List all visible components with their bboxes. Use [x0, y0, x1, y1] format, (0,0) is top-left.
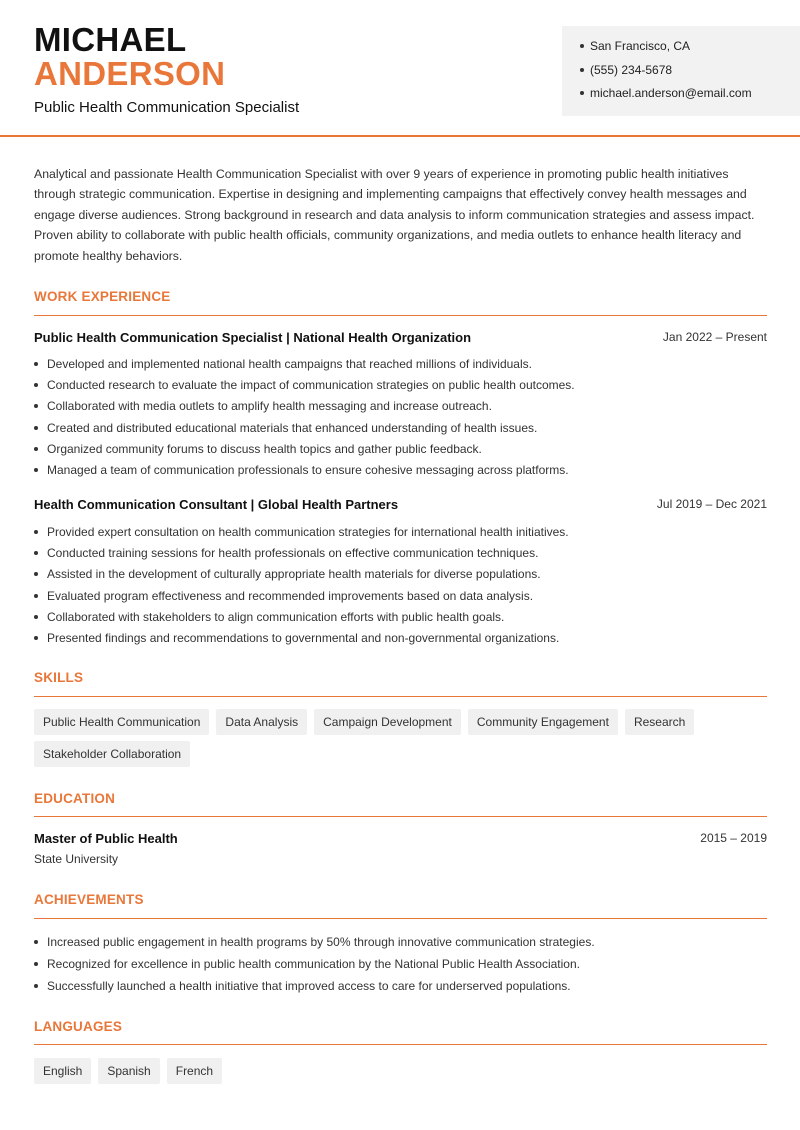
- languages-list: [34, 1058, 767, 1090]
- skill-tag: Community Engagement: [468, 709, 618, 735]
- bullet-icon: [34, 383, 38, 387]
- bullet-icon: [34, 447, 38, 451]
- skill-tag: Public Health Communication: [34, 709, 209, 735]
- list-item: [34, 420, 767, 441]
- list-item: [34, 956, 767, 978]
- bullet-icon: [34, 426, 38, 430]
- bullet-icon: [34, 468, 38, 472]
- list-item: [34, 524, 767, 545]
- education-header: [34, 831, 767, 846]
- bullet-icon: [34, 636, 38, 640]
- section-title-education: EDUCATION: [34, 791, 116, 806]
- list-item: [34, 934, 767, 956]
- bullet-text: Created and distributed educational materials that enhanced understanding of health issues.: [47, 420, 538, 435]
- bullet-text: Recognized for excellence in public health communication by the National Public Health Association.: [47, 957, 580, 971]
- job-responsibilities: [34, 524, 767, 651]
- list-item: [34, 462, 767, 483]
- contact-info: [562, 26, 800, 116]
- job-header: [34, 497, 767, 512]
- list-item: [34, 630, 767, 651]
- degree-name: Master of Public Health: [34, 831, 178, 846]
- email-text: michael.anderson@email.com: [590, 86, 752, 100]
- bullet-icon: [34, 962, 38, 966]
- bullet-icon: [34, 530, 38, 534]
- resume-header: [0, 0, 800, 137]
- bullet-icon: [34, 594, 38, 598]
- skill-tag: Campaign Development: [314, 709, 461, 735]
- bullet-icon: [34, 404, 38, 408]
- bullet-text: Collaborated with stakeholders to align communication efforts with public health goals.: [47, 609, 505, 624]
- job-dates: Jul 2019 – Dec 2021: [656, 497, 767, 511]
- bullet-text: Developed and implemented national health campaigns that reached millions of individuals.: [47, 357, 532, 371]
- job-header: [34, 330, 767, 345]
- list-item: [34, 398, 767, 419]
- contact-phone: [580, 61, 800, 85]
- bullet-icon: [34, 940, 38, 944]
- skill-tag: Research: [625, 709, 694, 735]
- location-text: San Francisco, CA: [590, 39, 691, 53]
- contact-location: [580, 37, 800, 61]
- section-divider: [34, 816, 767, 817]
- list-item: [34, 588, 767, 609]
- bullet-text: Collaborated with media outlets to amplify health messaging and increase outreach.: [47, 399, 492, 414]
- bullet-text: Assisted in the development of culturally appropriate health materials for diverse populations.: [47, 567, 541, 582]
- section-divider: [34, 918, 767, 919]
- first-name: MICHAEL: [34, 21, 187, 58]
- bullet-icon: [34, 615, 38, 619]
- language-tag: English: [34, 1058, 91, 1084]
- professional-title: Public Health Communication Specialist: [34, 99, 300, 116]
- bullet-text: Evaluated program effectiveness and recommended improvements based on data analysis.: [47, 588, 534, 603]
- bullet-text: Presented findings and recommendations to governmental and non-governmental organizations.: [47, 630, 560, 645]
- bullet-text: Successfully launched a health initiative that improved access to care for underserved populations.: [47, 979, 571, 993]
- list-item: [34, 377, 767, 398]
- skills-list: [34, 709, 767, 773]
- job-responsibilities: [34, 356, 767, 483]
- section-title-languages: LANGUAGES: [34, 1019, 123, 1034]
- section-title-work-experience: WORK EXPERIENCE: [34, 289, 171, 304]
- phone-text: (555) 234-5678: [590, 62, 673, 77]
- bullet-text: Organized community forums to discuss health topics and gather public feedback.: [47, 441, 482, 456]
- bullet-text: Managed a team of communication professionals to ensure cohesive messaging across platforms.: [47, 462, 569, 477]
- section-divider: [34, 1044, 767, 1045]
- bullet-text: Provided expert consultation on health communication strategies for international health initiatives.: [47, 525, 569, 539]
- achievements-list: [34, 934, 767, 1000]
- skill-tag: Data Analysis: [216, 709, 307, 735]
- bullet-text: Conducted research to evaluate the impact of communication strategies on public health outcomes.: [47, 378, 575, 393]
- language-tag: Spanish: [98, 1058, 159, 1084]
- list-item: [34, 441, 767, 462]
- job-title: Public Health Communication Specialist | National Health Organization: [34, 330, 472, 345]
- school-name: State University: [34, 852, 119, 866]
- job-dates: Jan 2022 – Present: [662, 330, 767, 344]
- education-dates: 2015 – 2019: [700, 831, 767, 845]
- bullet-icon: [34, 551, 38, 555]
- section-title-skills: SKILLS: [34, 670, 84, 685]
- skill-tag: Stakeholder Collaboration: [34, 741, 190, 767]
- contact-email: [580, 84, 800, 108]
- list-item: [34, 356, 767, 377]
- bullet-icon: [34, 362, 38, 366]
- bullet-icon: [580, 44, 584, 48]
- last-name: ANDERSON: [34, 55, 226, 92]
- language-tag: French: [167, 1058, 222, 1084]
- bullet-text: Conducted training sessions for health professionals on effective communication techniques.: [47, 546, 539, 561]
- bullet-icon: [580, 68, 584, 72]
- list-item: [34, 609, 767, 630]
- job-title: Health Communication Consultant | Global Health Partners: [34, 497, 399, 512]
- professional-summary: Analytical and passionate Health Communication Specialist with over 9 years of experience in promoting public health initiatives through strategic communication. Expertise in designing and implementing campaigns that effectively convey health messages and engage diverse audiences. Strong background in research and data analysis to inform communication strategies and assess impact. Proven ability to collaborate with public health officials, community organizations, and media outlets to enhance health literacy and promote healthy behaviors.: [34, 167, 755, 263]
- list-item: [34, 978, 767, 1000]
- bullet-icon: [34, 984, 38, 988]
- section-title-achievements: ACHIEVEMENTS: [34, 892, 144, 907]
- list-item: [34, 545, 767, 566]
- bullet-icon: [34, 572, 38, 576]
- list-item: [34, 566, 767, 587]
- section-divider: [34, 315, 767, 316]
- bullet-icon: [580, 91, 584, 95]
- bullet-text: Increased public engagement in health programs by 50% through innovative communication strategies.: [47, 935, 595, 949]
- section-divider: [34, 696, 767, 697]
